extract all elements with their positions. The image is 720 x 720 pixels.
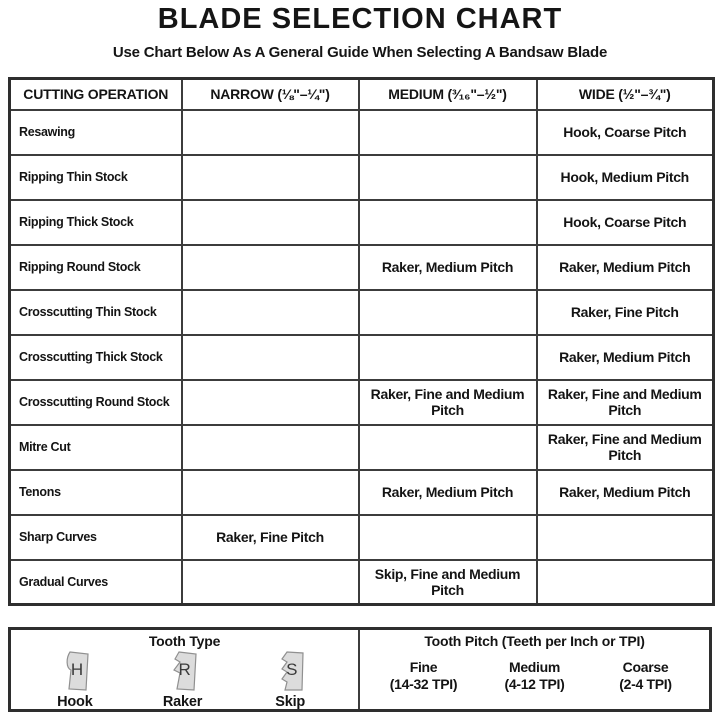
narrow-value xyxy=(182,245,359,290)
table-row xyxy=(10,245,714,290)
header-wide: WIDE (½"–¾") xyxy=(537,79,714,110)
operation-label: Ripping Thin Stock xyxy=(10,155,182,200)
wide-value: Hook, Coarse Pitch xyxy=(537,200,714,245)
medium-value xyxy=(359,155,537,200)
tooth-type-skip xyxy=(236,651,344,710)
narrow-value xyxy=(182,425,359,470)
page-subtitle: Use Chart Below As A General Guide When Selecting A Bandsaw Blade xyxy=(112,44,608,61)
raker-letter: R xyxy=(178,660,191,680)
header-medium: MEDIUM (³⁄₁₆"–½") xyxy=(359,79,537,110)
pitch-fine-name: Fine xyxy=(409,659,438,675)
tooth-pitch-title: Tooth Pitch (Teeth per Inch or TPI) xyxy=(424,633,645,649)
tooth-type-row xyxy=(11,649,358,714)
operation-label: Gradual Curves xyxy=(10,560,182,605)
table-row xyxy=(10,200,714,245)
operation-label: Ripping Thick Stock xyxy=(10,200,182,245)
wide-value xyxy=(537,515,714,560)
operation-label: Crosscutting Round Stock xyxy=(10,380,182,425)
table-row xyxy=(10,515,714,560)
medium-value xyxy=(359,200,537,245)
operation-label: Sharp Curves xyxy=(10,515,182,560)
wide-value: Raker, Medium Pitch xyxy=(537,245,714,290)
medium-value xyxy=(359,425,537,470)
page-title: BLADE SELECTION CHART xyxy=(157,3,563,35)
medium-value: Raker, Medium Pitch xyxy=(359,470,537,515)
narrow-value xyxy=(182,155,359,200)
tooth-pitch-section xyxy=(360,630,709,709)
narrow-value xyxy=(182,335,359,380)
pitch-medium-range: (4-12 TPI) xyxy=(504,676,565,692)
raker-label: Raker xyxy=(162,694,203,710)
pitch-fine xyxy=(368,659,479,693)
medium-value: Skip, Fine and Medium Pitch xyxy=(359,560,537,605)
header-cutting-operation: CUTTING OPERATION xyxy=(10,79,182,110)
table-row xyxy=(10,290,714,335)
skip-label: Skip xyxy=(275,694,306,710)
legend-box xyxy=(8,627,712,712)
narrow-value xyxy=(182,200,359,245)
wide-value: Hook, Coarse Pitch xyxy=(537,110,714,155)
tooth-type-hook xyxy=(21,651,129,710)
pitch-medium xyxy=(479,659,590,693)
tooth-type-raker xyxy=(129,651,237,710)
wide-value: Raker, Fine and Medium Pitch xyxy=(537,425,714,470)
narrow-value xyxy=(182,380,359,425)
medium-value xyxy=(359,335,537,380)
pitch-coarse-range: (2-4 TPI) xyxy=(619,676,672,692)
table-header-row xyxy=(10,79,714,110)
hook-tooth-icon xyxy=(60,651,90,691)
pitch-coarse-name: Coarse xyxy=(622,659,669,675)
header-narrow: NARROW (⅛"–¼") xyxy=(182,79,359,110)
narrow-value: Raker, Fine Pitch xyxy=(182,515,359,560)
raker-tooth-icon xyxy=(168,651,198,691)
skip-letter: S xyxy=(286,660,298,680)
medium-value: Raker, Medium Pitch xyxy=(359,245,537,290)
table-row xyxy=(10,110,714,155)
operation-label: Ripping Round Stock xyxy=(10,245,182,290)
table-row xyxy=(10,155,714,200)
table-row xyxy=(10,335,714,380)
table-row xyxy=(10,470,714,515)
operation-label: Crosscutting Thick Stock xyxy=(10,335,182,380)
medium-value: Raker, Fine and Medium Pitch xyxy=(359,380,537,425)
operation-label: Resawing xyxy=(10,110,182,155)
wide-value: Hook, Medium Pitch xyxy=(537,155,714,200)
tooth-pitch-row xyxy=(360,649,709,709)
tooth-type-title: Tooth Type xyxy=(148,633,221,649)
wide-value: Raker, Fine and Medium Pitch xyxy=(537,380,714,425)
pitch-fine-range: (14-32 TPI) xyxy=(389,676,458,692)
table-row xyxy=(10,560,714,605)
narrow-value xyxy=(182,560,359,605)
medium-value xyxy=(359,515,537,560)
hook-label: Hook xyxy=(57,694,93,710)
pitch-medium-name: Medium xyxy=(508,659,561,675)
narrow-value xyxy=(182,110,359,155)
hook-letter: H xyxy=(70,660,84,680)
table-row xyxy=(10,380,714,425)
operation-label: Tenons xyxy=(10,470,182,515)
skip-tooth-icon xyxy=(275,651,305,691)
medium-value xyxy=(359,110,537,155)
narrow-value xyxy=(182,470,359,515)
wide-value: Raker, Fine Pitch xyxy=(537,290,714,335)
tooth-type-section xyxy=(11,630,360,709)
medium-value xyxy=(359,290,537,335)
wide-value xyxy=(537,560,714,605)
table-row xyxy=(10,425,714,470)
wide-value: Raker, Medium Pitch xyxy=(537,335,714,380)
operation-label: Crosscutting Thin Stock xyxy=(10,290,182,335)
blade-selection-table xyxy=(8,77,715,606)
wide-value: Raker, Medium Pitch xyxy=(537,470,714,515)
narrow-value xyxy=(182,290,359,335)
pitch-coarse xyxy=(590,659,701,693)
operation-label: Mitre Cut xyxy=(10,425,182,470)
